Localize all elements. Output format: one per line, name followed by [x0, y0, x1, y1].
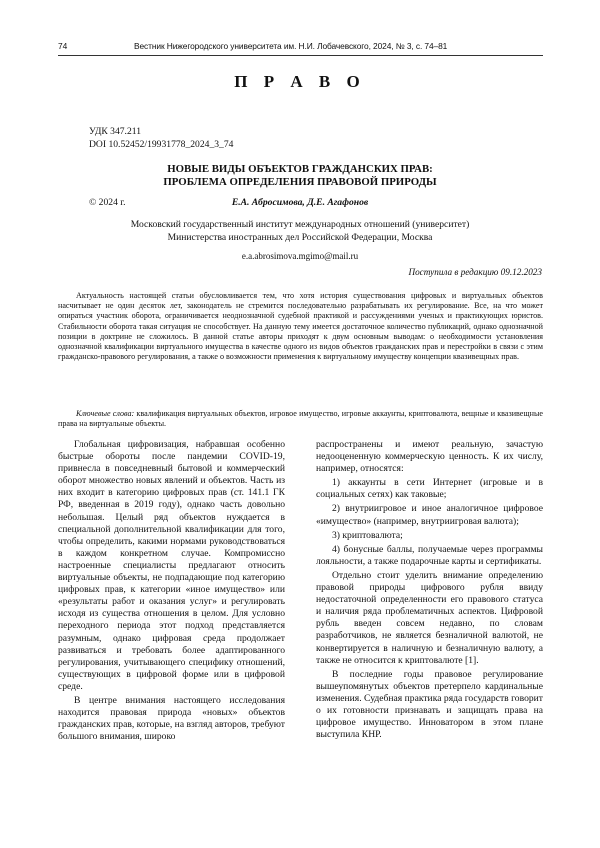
doi: DOI 10.52452/19931778_2024_3_74 — [89, 139, 234, 150]
journal-citation: Вестник Нижегородского университета им. Н.И. Лобачевского, 2024, № 3, с. 74–81 — [134, 41, 448, 51]
body-paragraph: распространены и имеют реальную, зачастую недооцененную коммерческую ценность. К их числу, например, относятся: — [316, 439, 543, 475]
affiliation-line-2: Министерства иностранных дел Российской Федерации, Москва — [167, 231, 433, 243]
keywords — [58, 409, 543, 429]
body-column-right — [316, 439, 543, 743]
page-number: 74 — [58, 41, 68, 51]
list-item: 2) внутриигровое и иное аналогичное цифровое «имущество» (например, внутриигровая валюта); — [316, 503, 543, 527]
title-line-1: НОВЫЕ ВИДЫ ОБЪЕКТОВ ГРАЖДАНСКИХ ПРАВ: — [167, 163, 433, 175]
copyright: © 2024 г. — [89, 197, 126, 208]
article-title — [95, 163, 505, 189]
running-header — [58, 41, 543, 55]
body-paragraph: В центре внимания настоящего исследования находится правовая природа «новых» объектов гражданских прав, которые, на взгляд авторов, требуют большого внимания, широко — [58, 694, 285, 743]
list-item: 1) аккаунты в сети Интернет (игровые и в социальных сетях) как таковые; — [316, 477, 543, 501]
section-heading: П Р А В О — [234, 72, 366, 91]
affiliation-line-1: Московский государственный институт международных отношений (университет) — [130, 219, 470, 230]
udk-code: УДК 347.211 — [89, 126, 141, 137]
received-date: Поступила в редакцию 09.12.2023 — [408, 267, 542, 277]
author-email: e.a.abrosimova.mgimo@mail.ru — [241, 251, 359, 261]
affiliation — [100, 219, 500, 244]
body-paragraph: Отдельно стоит уделить внимание определению правовой природы цифрового рубля ввиду недостаточной определенности его правового статуса и наличия ряда проблематичных аспектов. Цифровой рубль введен совсем недавно, по словам разработчиков, не является безналичной валютой, не конвертируется в наличную и безналичную валюту, а также не относится к криптовалюте [1]. — [316, 569, 543, 666]
list-item: 3) криптовалюта; — [332, 529, 403, 541]
body-paragraph: В последние годы правовое регулирование вышеупомянутых объектов претерпело кардинальные изменения. Судебная практика ряда государств говорит о их готовности признавать и защищать права на цифровое имущество. Инноватором в этом плане выступила КНР. — [316, 668, 543, 741]
header-rule — [58, 55, 543, 56]
body-paragraph: Глобальная цифровизация, набравшая особенно быстрые обороты после пандемии COVID-19, привнесла в повседневный бытовой и коммерческий оборот множество новых явлений и объектов. Часть из них входит в категорию цифровых прав (ст. 141.1 ГК РФ, введенная в 2019 году), однако часть довольно небольшая. Целый ряд объектов нуждается в специальной дополнительной квалификации для того, чтобы определить, какими нормами руководствоваться в каждом конкретном случае. Компромиссно настроенные специалисты предлагают относить виртуальные объекты, не подпадающие под категорию цифровых прав, к категории «иное имущество» или «результаты работ и оказания услуг» и регулировать исходя из существа отношения в целом. Для условно переходного периода этот подход представляется разумным, однако цифровая среда продолжает развиваться и требовать более адаптированного регулирования, учитывающего специфику отношений, существующих в цифровой форме или в цифровой среде. — [58, 439, 285, 692]
udk-doi-block — [89, 125, 233, 151]
title-line-2: ПРОБЛЕМА ОПРЕДЕЛЕНИЯ ПРАВОВОЙ ПРИРОДЫ — [163, 176, 437, 188]
authors: Е.А. Абросимова, Д.Е. Агафонов — [231, 197, 369, 208]
body-column-left — [58, 439, 285, 745]
keywords-text: квалификация виртуальных объектов, игровое имущество, игровые аккаунты, криптовалюта, вещные и квазивещные права на виртуальные объекты. — [58, 409, 543, 429]
abstract: Актуальность настоящей статьи обусловливается тем, что хотя история существования цифровых и виртуальных объектов насчитывает не один десяток лет, законодатель не стремится последовательно разрабатывать их регулирование. Все, на что может опираться участник оборота, ограничивается неоднозначной судебной практикой и рассуждениями ученых и практикующих юристов. Стабильности оборота такая ситуация не способствует. На данную тему имеется достаточное количество публикаций, однако однозначной позиции в доктрине не сложилось. В данной статье авторы приходят к двум основным выводам: о необходимости установления однозначной квалификации виртуального имущества в качестве одного из видов объектов гражданских прав и перестройки в связи с этим гражданско-правового регулирования, а также о возможности применения к виртуальному имуществу концепции квазивещных прав. — [58, 291, 543, 362]
keywords-label: Ключевые слова: — [76, 409, 135, 418]
list-item: 4) бонусные баллы, получаемые через программы лояльности, а также подарочные карты и сертификаты. — [316, 543, 543, 567]
